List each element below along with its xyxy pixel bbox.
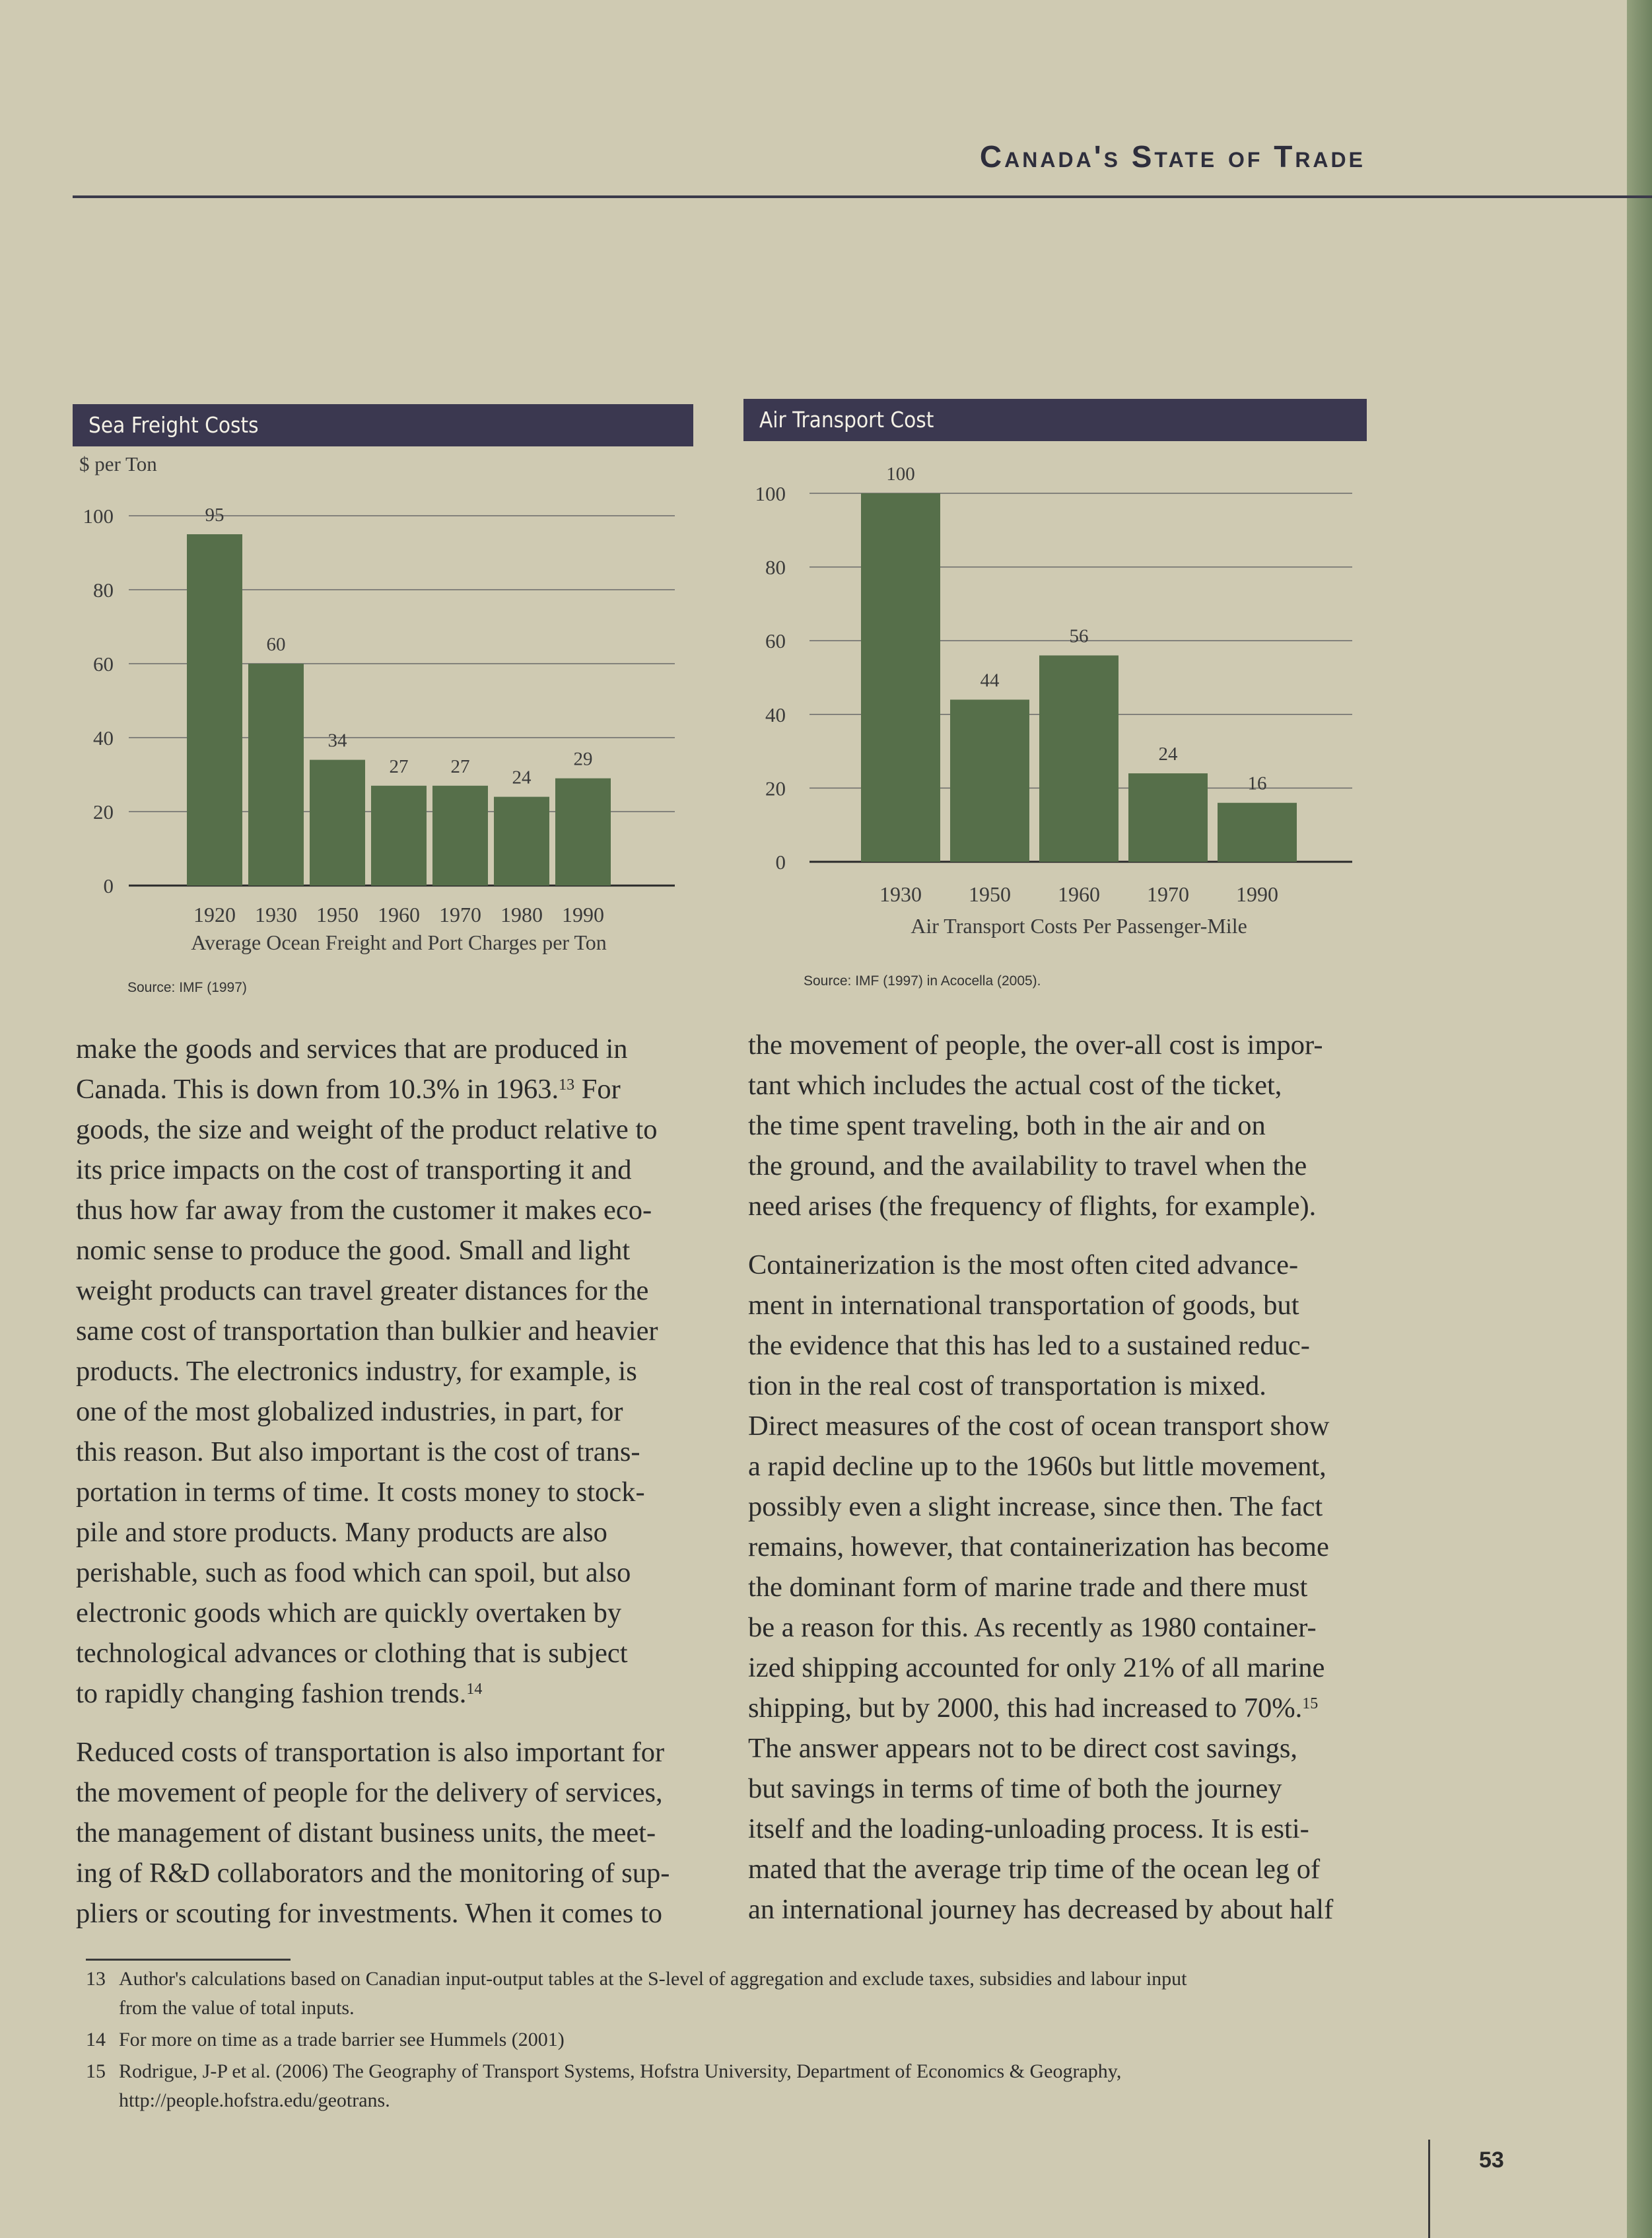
- data-label: 44: [980, 670, 1000, 691]
- data-label: 34: [327, 730, 347, 752]
- text-line: tant which includes the actual cost of the ticket,: [748, 1070, 1282, 1101]
- footnote-line: For more on time as a trade barrier see Hummels (2001): [119, 2029, 565, 2050]
- text-line: thus how far away from the customer it makes eco-: [76, 1195, 652, 1226]
- footnote-line: Author's calculations based on Canadian input-output tables at the S-level of aggregation and exclude taxes, subsidies and labour input: [119, 1968, 1187, 1990]
- paragraph: [76, 1732, 736, 1934]
- y-axis-label: $ per Ton: [79, 452, 157, 475]
- y-tick-label: 100: [755, 482, 786, 505]
- text-line: portation in terms of time. It costs money to stock-: [76, 1477, 645, 1508]
- right-column: [748, 1025, 1408, 1948]
- bar: [248, 664, 304, 886]
- y-tick-label: 40: [93, 726, 114, 750]
- text-line: Containerization is the most often cited advance-: [748, 1249, 1299, 1280]
- text-line: perishable, such as food which can spoil, but also: [76, 1557, 631, 1588]
- sea-freight-chart: [73, 449, 693, 964]
- footnote-line: Rodrigue, J-P et al. (2006) The Geography of Transport Systems, Hofstra University, Department of Economics & Geography,: [119, 2060, 1122, 2082]
- data-label: 29: [573, 748, 593, 770]
- x-tick-label: 1960: [378, 903, 420, 927]
- text-line: but savings in terms of time of both the journey: [748, 1773, 1282, 1804]
- footnote: [86, 1965, 1380, 2023]
- x-axis-title: Air Transport Costs Per Passenger-Mile: [911, 914, 1247, 938]
- text-line: The answer appears not to be direct cost savings,: [748, 1733, 1298, 1764]
- text-line: possibly even a slight increase, since then. The fact: [748, 1491, 1323, 1522]
- header-rule: [73, 195, 1652, 198]
- data-label: 27: [450, 755, 470, 777]
- y-tick-label: 60: [93, 652, 114, 676]
- text-line: same cost of transportation than bulkier and heavier: [76, 1315, 658, 1346]
- page-number: 53: [1479, 2148, 1504, 2173]
- text-line: tion in the real cost of transportation is mixed.: [748, 1370, 1266, 1401]
- text-run: For: [574, 1074, 621, 1105]
- footnote-text: [119, 1965, 1187, 2023]
- text-line: goods, the size and weight of the product relative to: [76, 1114, 658, 1145]
- data-label: 56: [1069, 625, 1089, 647]
- bar: [494, 797, 549, 886]
- air-transport-chart: [743, 441, 1367, 956]
- x-tick-label: 1920: [193, 903, 236, 927]
- data-label: 95: [205, 505, 224, 526]
- bar: [950, 699, 1029, 862]
- y-tick-label: 100: [83, 505, 114, 528]
- text-line: products. The electronics industry, for example, is: [76, 1356, 637, 1387]
- text-line: this reason. But also important is the cost of trans-: [76, 1436, 640, 1467]
- bar: [555, 779, 611, 886]
- x-tick-label: 1990: [562, 903, 604, 927]
- footnotes: [86, 1965, 1380, 2118]
- bar: [187, 534, 242, 886]
- bar: [371, 786, 427, 886]
- text-line: remains, however, that containerization has become: [748, 1531, 1329, 1562]
- text-line: the time spent traveling, both in the air and on: [748, 1110, 1266, 1141]
- text-line: a rapid decline up to the 1960s but little movement,: [748, 1451, 1326, 1482]
- footnote: [86, 2025, 1380, 2054]
- text-line: ment in international transportation of goods, but: [748, 1290, 1299, 1321]
- text-line: electronic goods which are quickly overtaken by: [76, 1597, 622, 1628]
- text-run: shipping, but by 2000, this had increased to 70%.: [748, 1693, 1303, 1724]
- y-tick-label: 80: [765, 555, 786, 579]
- text-line: be a reason for this. As recently as 1980 container-: [748, 1612, 1317, 1643]
- footnote-rule: [86, 1959, 291, 1961]
- text-line: the management of distant business units, the meet-: [76, 1817, 656, 1848]
- bar: [861, 493, 940, 862]
- text-line: the movement of people for the delivery of services,: [76, 1777, 663, 1808]
- text-line: the evidence that this has led to a sustained reduc-: [748, 1330, 1310, 1361]
- text-line: Direct measures of the cost of ocean transport show: [748, 1411, 1330, 1442]
- footnote-ref: 15: [1302, 1695, 1319, 1712]
- y-tick-label: 0: [103, 874, 114, 897]
- y-tick-label: 0: [775, 851, 786, 874]
- text-line: [76, 1069, 736, 1109]
- bar: [310, 760, 365, 886]
- bar: [1218, 803, 1297, 862]
- y-tick-label: 60: [765, 629, 786, 653]
- chart-title-band: Sea Freight Costs: [73, 404, 693, 446]
- x-tick-label: 1930: [879, 882, 922, 906]
- chart-title-band: Air Transport Cost: [743, 399, 1367, 441]
- text-line: make the goods and services that are produced in: [76, 1033, 628, 1065]
- x-tick-label: 1980: [500, 903, 543, 927]
- text-line: need arises (the frequency of flights, for example).: [748, 1191, 1317, 1222]
- data-label: 24: [512, 767, 532, 788]
- chart-source: Source: IMF (1997) in Acocella (2005).: [804, 973, 1041, 989]
- x-tick-label: 1950: [969, 882, 1011, 906]
- y-tick-label: 20: [765, 777, 786, 800]
- paragraph: [76, 1029, 736, 1714]
- data-label: 24: [1158, 744, 1178, 765]
- left-column: [76, 1029, 736, 1952]
- page-number-rule: [1428, 2140, 1430, 2238]
- text-line: Reduced costs of transportation is also important for: [76, 1737, 665, 1768]
- text-line: [76, 1673, 736, 1714]
- text-run: to rapidly changing fashion trends.: [76, 1678, 467, 1709]
- running-head: Canada's State of Trade: [979, 139, 1365, 174]
- x-axis-title: Average Ocean Freight and Port Charges per Ton: [191, 930, 607, 954]
- text-line: its price impacts on the cost of transporting it and: [76, 1154, 632, 1185]
- bar: [1039, 656, 1119, 862]
- bar: [1128, 773, 1208, 862]
- text-line: the ground, and the availability to travel when the: [748, 1150, 1307, 1181]
- text-line: weight products can travel greater distances for the: [76, 1275, 649, 1306]
- x-tick-label: 1970: [439, 903, 481, 927]
- text-line: an international journey has decreased by about half: [748, 1894, 1334, 1925]
- paragraph: [748, 1245, 1408, 1930]
- footnote-text: [119, 2025, 565, 2054]
- x-tick-label: 1950: [316, 903, 359, 927]
- footnote-line: http://people.hofstra.edu/geotrans.: [119, 2089, 390, 2111]
- text-line: one of the most globalized industries, in part, for: [76, 1396, 623, 1427]
- text-line: ing of R&D collaborators and the monitoring of sup-: [76, 1858, 670, 1889]
- text-line: mated that the average trip time of the ocean leg of: [748, 1854, 1321, 1885]
- y-tick-label: 40: [765, 703, 786, 726]
- data-label: 16: [1247, 773, 1267, 794]
- data-label: 100: [886, 464, 915, 485]
- text-line: itself and the loading-unloading process. It is esti-: [748, 1813, 1309, 1844]
- text-line: the dominant form of marine trade and there must: [748, 1572, 1308, 1603]
- text-line: ized shipping accounted for only 21% of all marine: [748, 1652, 1325, 1683]
- footnote-number: 13: [86, 1968, 106, 1990]
- bar: [432, 786, 488, 886]
- text-line: [748, 1688, 1408, 1728]
- text-run: Canada. This is down from 10.3% in 1963.: [76, 1074, 559, 1105]
- paragraph: [748, 1025, 1408, 1226]
- footnote-line: from the value of total inputs.: [119, 1997, 355, 2019]
- chart-source: Source: IMF (1997): [127, 980, 247, 995]
- footnote-number: 14: [86, 2029, 106, 2050]
- footnote-ref: 14: [466, 1681, 483, 1698]
- data-label: 27: [389, 755, 409, 777]
- footnote-number: 15: [86, 2060, 106, 2082]
- text-line: pliers or scouting for investments. When it comes to: [76, 1898, 663, 1929]
- text-line: technological advances or clothing that is subject: [76, 1638, 628, 1669]
- data-label: 60: [266, 634, 286, 655]
- y-tick-label: 80: [93, 578, 114, 602]
- footnote: [86, 2057, 1380, 2115]
- text-line: pile and store products. Many products are also: [76, 1517, 607, 1548]
- x-tick-label: 1990: [1236, 882, 1278, 906]
- y-tick-label: 20: [93, 800, 114, 823]
- x-tick-label: 1970: [1147, 882, 1189, 906]
- x-tick-label: 1960: [1058, 882, 1100, 906]
- x-tick-label: 1930: [255, 903, 297, 927]
- text-line: nomic sense to produce the good. Small and light: [76, 1235, 631, 1266]
- page-edge: [1627, 0, 1652, 2238]
- footnote-text: [119, 2057, 1121, 2115]
- text-line: the movement of people, the over-all cost is impor-: [748, 1030, 1323, 1061]
- footnote-ref: 13: [559, 1076, 575, 1094]
